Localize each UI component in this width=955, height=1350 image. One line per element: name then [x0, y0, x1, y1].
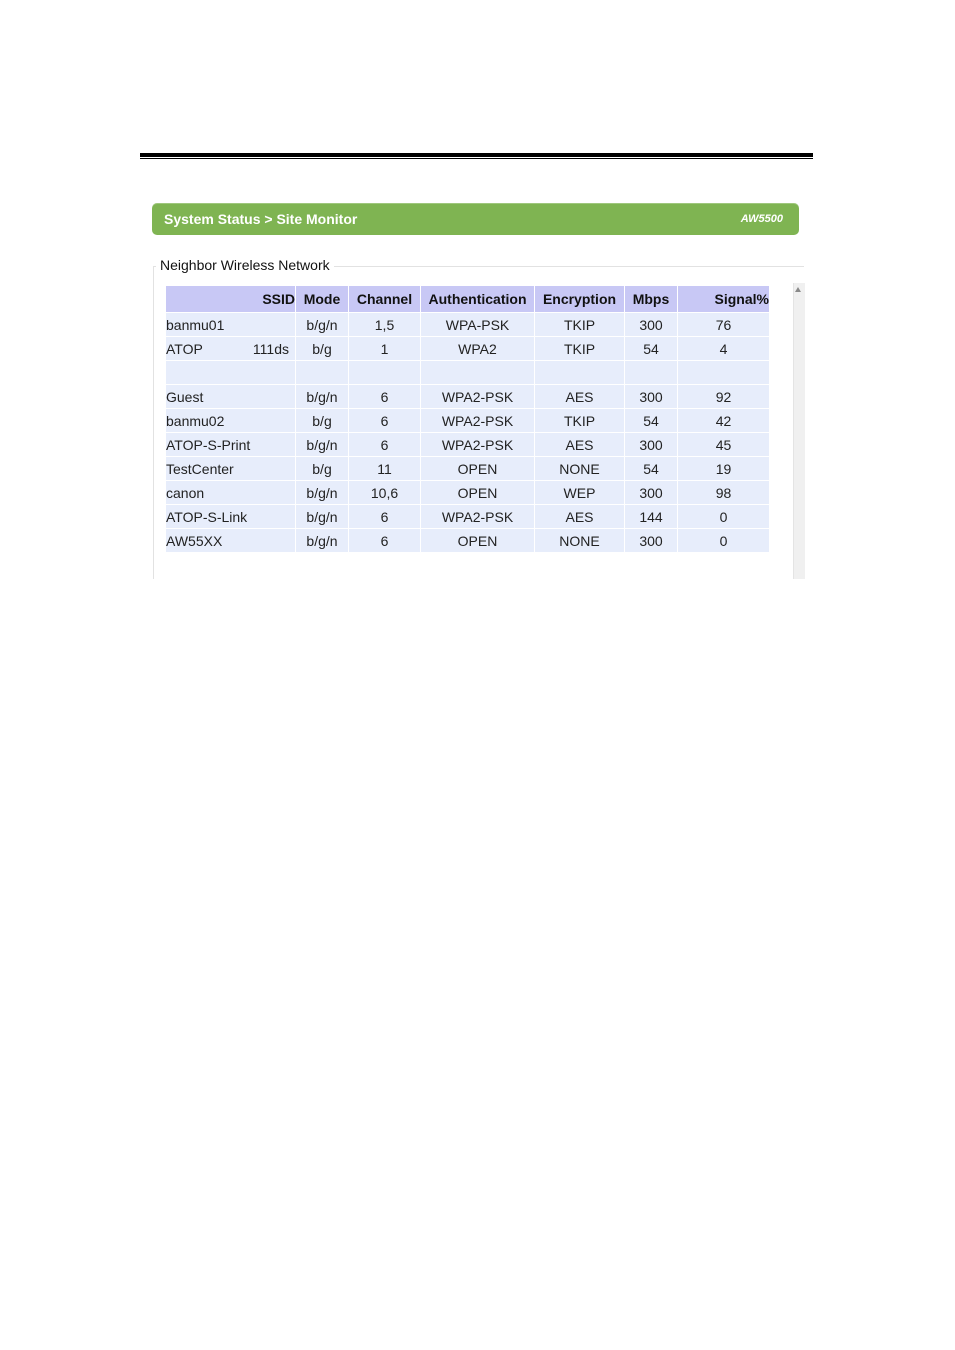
- cell-signal: 92: [678, 385, 770, 409]
- breadcrumb: System Status > Site Monitor: [164, 211, 358, 227]
- column-header-mbps[interactable]: Mbps: [625, 286, 678, 313]
- cell-mbps: 300: [625, 481, 678, 505]
- table-row[interactable]: [166, 337, 770, 361]
- cell-channel: 10,6: [349, 481, 421, 505]
- ssid-name: ATOP: [166, 340, 203, 357]
- cell-mode: b/g/n: [296, 529, 349, 553]
- cell-channel: 1,5: [349, 313, 421, 337]
- cell-channel: 6: [349, 505, 421, 529]
- cell-channel: 11: [349, 457, 421, 481]
- cell-authentication: WPA-PSK: [421, 313, 535, 337]
- model-name: AW5500: [740, 213, 783, 225]
- cell-mode: b/g/n: [296, 481, 349, 505]
- cell-encryption: AES: [535, 385, 625, 409]
- table-row[interactable]: [166, 457, 770, 481]
- cell-authentication: [421, 361, 535, 385]
- cell-encryption: TKIP: [535, 409, 625, 433]
- cell-ssid: banmu01: [166, 313, 296, 337]
- cell-signal: 76: [678, 313, 770, 337]
- cell-signal: [678, 361, 770, 385]
- cell-encryption: TKIP: [535, 337, 625, 361]
- table-row[interactable]: [166, 433, 770, 457]
- cell-channel: 6: [349, 385, 421, 409]
- cell-authentication: WPA2: [421, 337, 535, 361]
- page-top-rule: [140, 153, 813, 159]
- ssid-suffix: 111ds: [252, 340, 289, 357]
- column-header-signal[interactable]: Signal%: [678, 286, 770, 313]
- cell-mode: b/g/n: [296, 313, 349, 337]
- cell-ssid: ATOP-S-Print: [166, 433, 296, 457]
- cell-mbps: 300: [625, 529, 678, 553]
- site-monitor-table: [165, 285, 770, 553]
- cell-signal: 0: [678, 505, 770, 529]
- cell-ssid: AW55XX: [166, 529, 296, 553]
- table-row[interactable]: [166, 313, 770, 337]
- cell-authentication: WPA2-PSK: [421, 409, 535, 433]
- cell-mbps: 54: [625, 409, 678, 433]
- cell-mbps: [625, 361, 678, 385]
- cell-signal: 4: [678, 337, 770, 361]
- cell-channel: 6: [349, 433, 421, 457]
- column-header-mode[interactable]: Mode: [296, 286, 349, 313]
- table-row[interactable]: [166, 409, 770, 433]
- cell-mbps: 144: [625, 505, 678, 529]
- cell-mode: [296, 361, 349, 385]
- cell-authentication: OPEN: [421, 481, 535, 505]
- cell-mode: b/g: [296, 457, 349, 481]
- cell-encryption: [535, 361, 625, 385]
- cell-channel: [349, 361, 421, 385]
- cell-ssid: canon: [166, 481, 296, 505]
- cell-channel: 1: [349, 337, 421, 361]
- cell-mbps: 54: [625, 337, 678, 361]
- cell-authentication: OPEN: [421, 529, 535, 553]
- cell-ssid: TestCenter: [166, 457, 296, 481]
- cell-mode: b/g/n: [296, 385, 349, 409]
- cell-encryption: NONE: [535, 457, 625, 481]
- cell-mbps: 54: [625, 457, 678, 481]
- cell-authentication: WPA2-PSK: [421, 505, 535, 529]
- cell-mode: b/g: [296, 337, 349, 361]
- scroll-up-arrow-icon[interactable]: [795, 287, 801, 292]
- cell-encryption: TKIP: [535, 313, 625, 337]
- column-header-authentication[interactable]: Authentication: [421, 286, 535, 313]
- column-header-channel[interactable]: Channel: [349, 286, 421, 313]
- cell-encryption: AES: [535, 505, 625, 529]
- table-row[interactable]: [166, 361, 770, 385]
- cell-mbps: 300: [625, 385, 678, 409]
- cell-encryption: NONE: [535, 529, 625, 553]
- cell-ssid: ATOP-S-Link: [166, 505, 296, 529]
- cell-signal: 98: [678, 481, 770, 505]
- cell-signal: 19: [678, 457, 770, 481]
- table-row[interactable]: [166, 481, 770, 505]
- table-row[interactable]: [166, 505, 770, 529]
- table-header-row: [166, 286, 770, 313]
- title-bar: [152, 203, 799, 235]
- scrollbar[interactable]: [793, 283, 805, 579]
- cell-encryption: AES: [535, 433, 625, 457]
- column-header-ssid[interactable]: SSID: [166, 286, 296, 313]
- column-header-encryption[interactable]: Encryption: [535, 286, 625, 313]
- cell-ssid: [166, 337, 296, 361]
- cell-mode: b/g/n: [296, 505, 349, 529]
- cell-mbps: 300: [625, 433, 678, 457]
- cell-encryption: WEP: [535, 481, 625, 505]
- cell-ssid: Guest: [166, 385, 296, 409]
- cell-signal: 45: [678, 433, 770, 457]
- cell-authentication: OPEN: [421, 457, 535, 481]
- cell-channel: 6: [349, 409, 421, 433]
- cell-ssid: [166, 361, 296, 385]
- cell-authentication: WPA2-PSK: [421, 385, 535, 409]
- cell-mbps: 300: [625, 313, 678, 337]
- cell-signal: 0: [678, 529, 770, 553]
- table-row[interactable]: [166, 385, 770, 409]
- cell-mode: b/g/n: [296, 433, 349, 457]
- cell-channel: 6: [349, 529, 421, 553]
- cell-ssid: banmu02: [166, 409, 296, 433]
- group-legend: Neighbor Wireless Network: [156, 257, 334, 273]
- cell-authentication: WPA2-PSK: [421, 433, 535, 457]
- table-row[interactable]: [166, 529, 770, 553]
- cell-signal: 42: [678, 409, 770, 433]
- cell-mode: b/g: [296, 409, 349, 433]
